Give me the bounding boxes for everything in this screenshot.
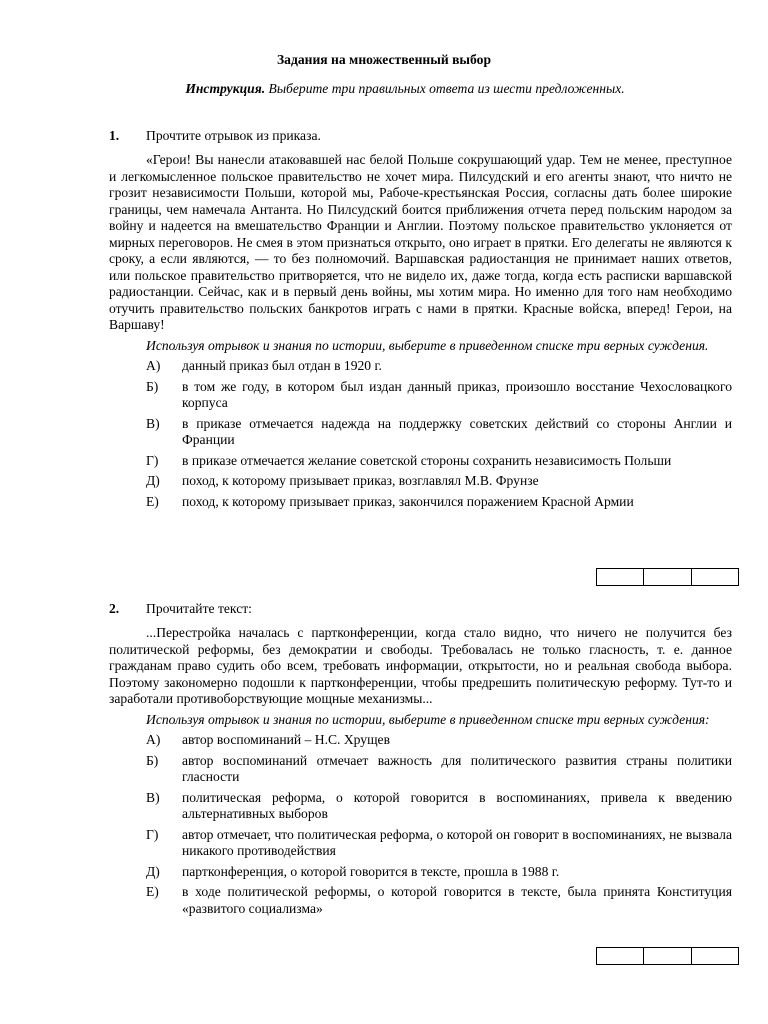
option-text: поход, к которому призывает приказ, возглавлял М.В. Фрунзе: [182, 473, 539, 488]
instruction-label: Инструкция.: [185, 81, 266, 96]
task-number: 2.: [109, 601, 120, 616]
option-text: автор воспоминаний отмечает важность для политического развития страны политики гласности: [182, 752, 732, 784]
option-v: [109, 790, 732, 823]
task-question: Используя отрывок и знания по истории, выберите в приведенном списке три верных суждения.: [146, 337, 709, 353]
option-letter: Д): [146, 863, 160, 879]
option-letter: Е): [146, 884, 159, 899]
option-text: поход, к которому призывает приказ, закончился поражением Красной Армии: [182, 493, 634, 509]
option-b: [109, 379, 732, 412]
option-g: [109, 453, 732, 470]
option-g: [109, 827, 732, 860]
option-letter: В): [146, 415, 160, 431]
option-letter: Д): [146, 473, 160, 488]
option-e: [109, 884, 732, 917]
option-letter: А): [146, 358, 161, 373]
option-d: [109, 473, 732, 490]
option-text: в приказе отмечается надежда на поддержку советских действий со стороны Англии и Франции: [182, 415, 732, 447]
option-text: автор отмечает, что политическая реформа, о которой он говорит в воспоминаниях, не вызвала никакого противодействия: [182, 826, 732, 858]
answer-cell[interactable]: [692, 569, 738, 585]
task-number: 1.: [109, 128, 120, 143]
option-text: данный приказ был отдан в 1920 г.: [182, 358, 382, 373]
answer-cell[interactable]: [644, 569, 691, 585]
page-title: Задания на множественный выбор: [276, 52, 492, 67]
task-lead: Прочитайте текст:: [146, 601, 252, 616]
task-1: [109, 128, 732, 514]
answer-cell[interactable]: [644, 948, 691, 964]
instruction: [0, 81, 768, 98]
options-list: [109, 358, 732, 510]
option-letter: Г): [146, 452, 159, 468]
option-v: [109, 416, 732, 449]
answer-cell[interactable]: [597, 569, 644, 585]
option-letter: Б): [146, 752, 159, 768]
answer-cell[interactable]: [692, 948, 738, 964]
option-b: [109, 753, 732, 786]
option-text: политическая реформа, о которой говорится в воспоминаниях, привела к введению альтернативных выборов: [182, 789, 732, 821]
task-question: Используя отрывок и знания по истории, выберите в приведенном списке три верных суждения:: [146, 711, 710, 727]
option-text: автор воспоминаний – Н.С. Хрущев: [182, 732, 391, 747]
option-text: в ходе политической реформы, о которой говорится в тексте, была принята Конституция «развитого социализма»: [182, 884, 732, 916]
option-text: в приказе отмечается желание советской стороны сохранить независимость Польши: [182, 452, 672, 468]
option-text: партконференция, о которой говорится в тексте, прошла в 1988 г.: [182, 863, 560, 879]
answer-cell[interactable]: [597, 948, 644, 964]
option-d: [109, 864, 732, 881]
option-a: [109, 358, 732, 375]
task-passage: ...Перестройка началась с партконференции, когда стало видно, что ничего не получится без политической реформы, без демократии и свободы. Требовалась не только гласность, т. е. данное гражданам право судить обо всем, требовать информации, открытости, но и реальная свобода выбора. Поэтому закономерно подошли к партконференции, чтобы предрешить политическую реформу. Тут-то и заработали противоборствующие мощные механизмы...: [109, 625, 732, 706]
answer-box-task-2[interactable]: [596, 947, 739, 965]
option-a: [109, 732, 732, 749]
option-letter: А): [146, 732, 161, 747]
options-list: [109, 732, 732, 917]
instruction-text: Выберите три правильных ответа из шести предложенных.: [268, 81, 625, 96]
option-letter: Б): [146, 378, 159, 394]
option-e: [109, 494, 732, 511]
option-letter: Г): [146, 826, 159, 842]
task-passage: «Герои! Вы нанесли атаковавшей нас белой Польше сокрушающий удар. Тем не менее, преступное и легкомысленное польское правительство не хочет мира. Пилсудский и его агенты знают, что ничто не грозит независимости Польши, которой мы, Рабоче-крестьянская Россия, согласны дать более широкие границы, чем намечала Антанта. Но Пилсудский боится приближения отчета перед польским народом за войну и надеется на вмешательство Франции и Англии. Поэтому польское правительство уклоняется от мирных переговоров. Не смея в этом признаться открыто, оно играет в прятки. Его делегаты не являются к сроку, а если являются, — то без полномочий. Варшавская радиостанция не принимает наших ответов, или польское правительство притворяется, что не видело их, даже тогда, когда есть расписки варшавской радиостанции. Сейчас, как и в первый день войны, мы хотим мира. Но именно для того нам необходимо отучить правительство польских банкротов играть с нами в прятки. Красные войска, вперед! Герои, на Варшаву!: [109, 152, 732, 332]
option-text: в том же году, в котором был издан данный приказ, произошло восстание Чехословацкого корпуса: [182, 378, 732, 410]
task-2: [109, 601, 732, 921]
option-letter: В): [146, 789, 160, 805]
task-lead: Прочтите отрывок из приказа.: [146, 128, 321, 143]
option-letter: Е): [146, 493, 159, 509]
answer-box-task-1[interactable]: [596, 568, 739, 586]
